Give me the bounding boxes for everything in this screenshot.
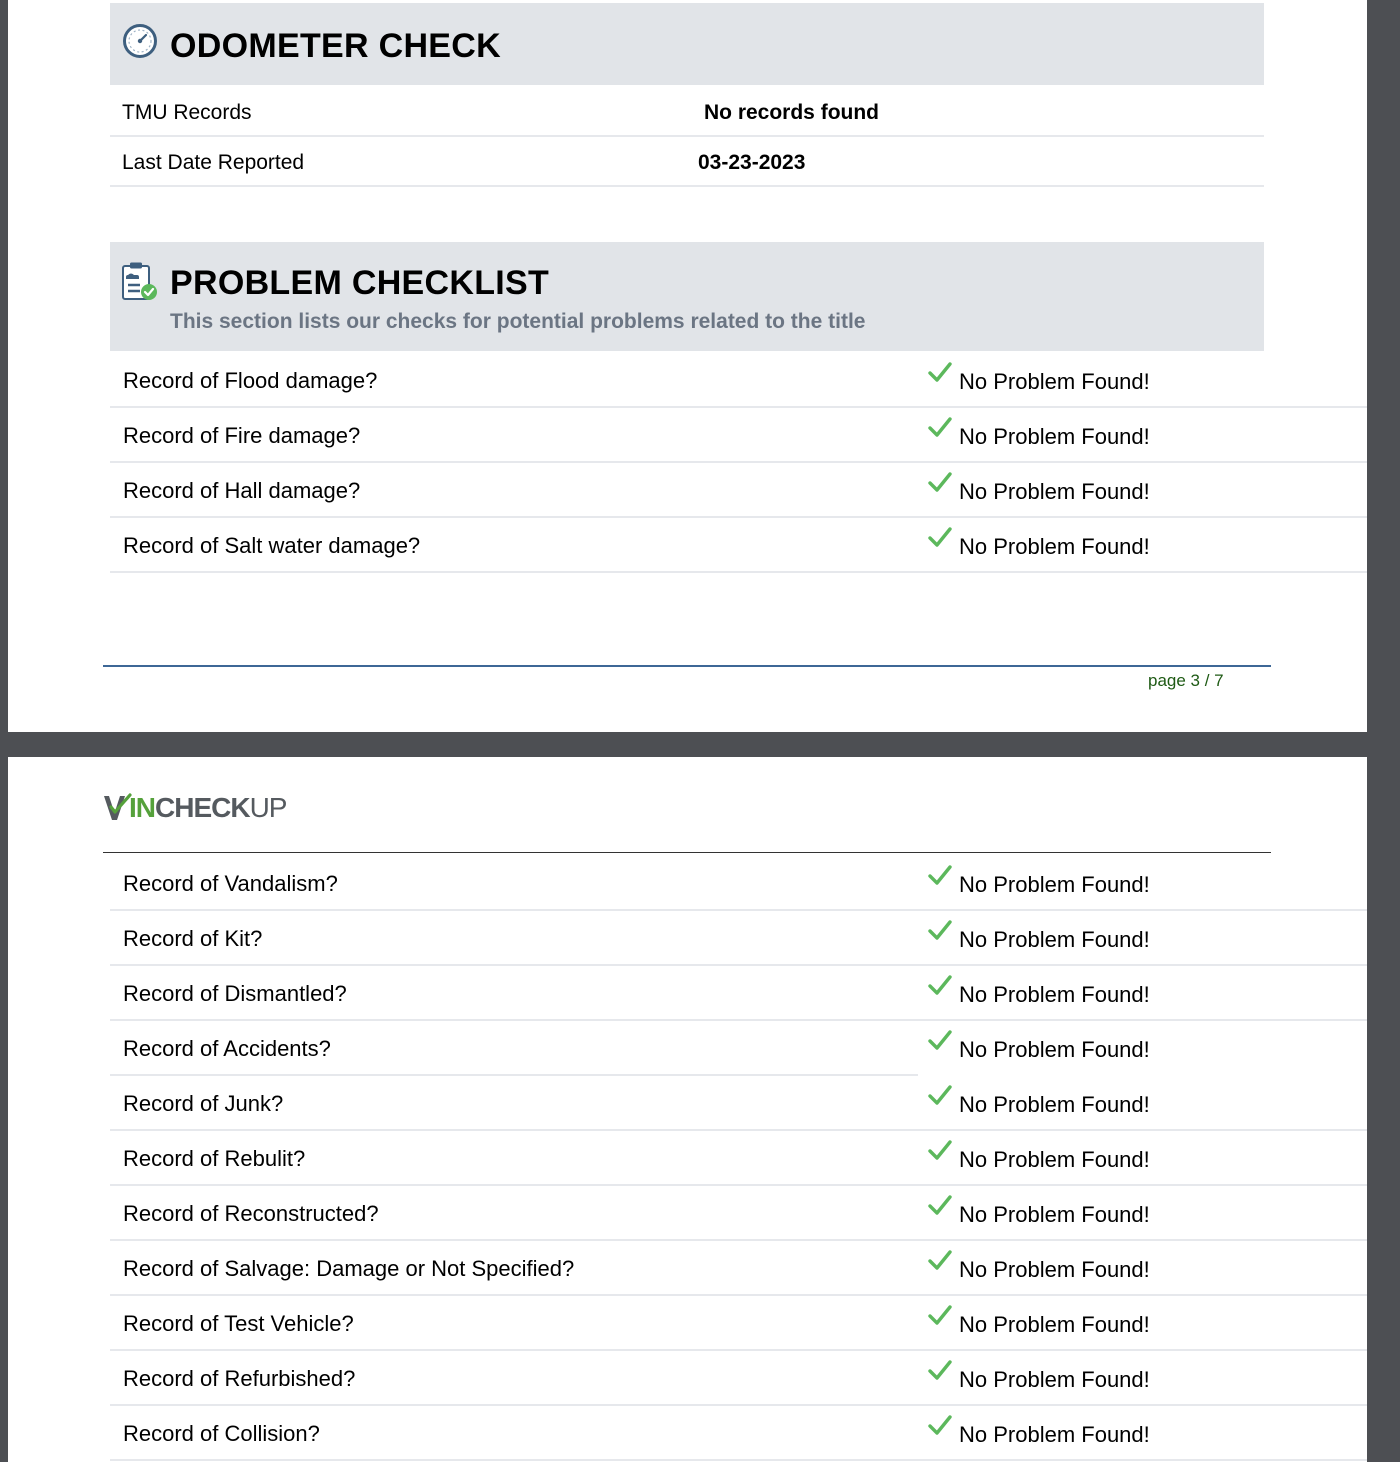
checklist-question: Record of Salvage: Damage or Not Specified? [123,1256,575,1281]
odometer-row-tmu [110,86,1264,137]
checkmark-icon [928,864,952,891]
header-divider [103,852,1271,853]
checklist-row [110,517,1367,573]
checkmark-icon [928,1084,952,1111]
section-title: ODOMETER CHECK [170,27,501,65]
row-value: 03-23-2023 [698,151,806,174]
footer-divider [103,665,1271,667]
checkmark-icon [928,361,952,388]
row-label: Last Date Reported [122,151,305,174]
checklist-status: No Problem Found! [959,1202,1150,1227]
checkmark-icon [928,1249,952,1276]
checklist-row [110,1240,1367,1296]
checkmark-icon [928,526,952,553]
checkmark-icon [928,919,952,946]
checklist-status: No Problem Found! [959,872,1150,897]
checklist-status: No Problem Found! [959,534,1150,559]
checklist-row [110,910,1367,966]
checkmark-icon [928,1359,952,1386]
checklist-status: No Problem Found! [959,1037,1150,1062]
checkmark-icon [928,416,952,443]
checklist-row [110,1075,1367,1131]
checklist-question: Record of Salt water damage? [123,533,421,558]
checklist-status: No Problem Found! [959,479,1150,504]
checklist-status: No Problem Found! [959,1092,1150,1117]
report-page-4 [8,757,1367,1462]
checklist-status: No Problem Found! [959,1147,1150,1172]
checklist-status: No Problem Found! [959,369,1150,394]
checklist-status: No Problem Found! [959,1312,1150,1337]
logo-wordmark [129,792,286,824]
checklist-question: Record of Reconstructed? [123,1201,379,1226]
checklist-question: Record of Accidents? [123,1036,331,1061]
row-label: TMU Records [122,101,252,124]
odometer-check-header [110,3,1264,85]
row-value: No records found [704,101,880,124]
checklist-question: Record of Test Vehicle? [123,1311,354,1336]
checklist-row [110,1350,1367,1406]
checklist-status: No Problem Found! [959,424,1150,449]
checklist-row [110,1295,1367,1351]
checklist-row [110,462,1367,518]
report-page-3 [8,0,1367,732]
checklist-row [110,1405,1367,1461]
checkmark-icon [928,1304,952,1331]
checklist-row [110,1130,1367,1186]
checklist-question: Record of Vandalism? [123,871,338,896]
checklist-question: Record of Rebulit? [123,1146,306,1171]
checklist-row [110,1020,1367,1074]
logo-in: IN [129,792,155,823]
checklist-status: No Problem Found! [959,1367,1150,1392]
checklist-question: Record of Junk? [123,1091,284,1116]
checkmark-icon [928,1029,952,1056]
logo-up: UP [249,792,287,823]
problem-checklist-header [110,242,1264,351]
checklist-question: Record of Fire damage? [123,423,361,448]
checklist-row [110,407,1367,463]
checklist-row [110,1185,1367,1241]
checklist-status: No Problem Found! [959,1422,1150,1447]
checklist-status: No Problem Found! [959,1257,1150,1282]
checklist-row [110,965,1367,1021]
checklist-row [110,352,1367,408]
checklist-question: Record of Refurbished? [123,1366,356,1391]
checklist-question: Record of Flood damage? [123,368,378,393]
checkmark-icon [928,1194,952,1221]
checklist-row [110,855,1367,911]
section-subtitle: This section lists our checks for potential problems related to the title [170,310,866,333]
section-title: PROBLEM CHECKLIST [170,264,550,302]
checklist-question: Record of Hall damage? [123,478,361,503]
checklist-question: Record of Kit? [123,926,263,951]
checkmark-icon [928,471,952,498]
logo-check: CHECK [155,792,250,823]
clipboard-check-icon [120,261,160,308]
page-number: page 3 / 7 [1148,671,1224,690]
checklist-status: No Problem Found! [959,982,1150,1007]
checkmark-icon [928,1414,952,1441]
checklist-status: No Problem Found! [959,927,1150,952]
checkmark-icon [928,974,952,1001]
checklist-question: Record of Collision? [123,1421,320,1446]
checklist-question: Record of Dismantled? [123,981,347,1006]
speedometer-icon [122,23,158,64]
checkmark-icon [928,1139,952,1166]
odometer-row-last-date [110,136,1264,187]
